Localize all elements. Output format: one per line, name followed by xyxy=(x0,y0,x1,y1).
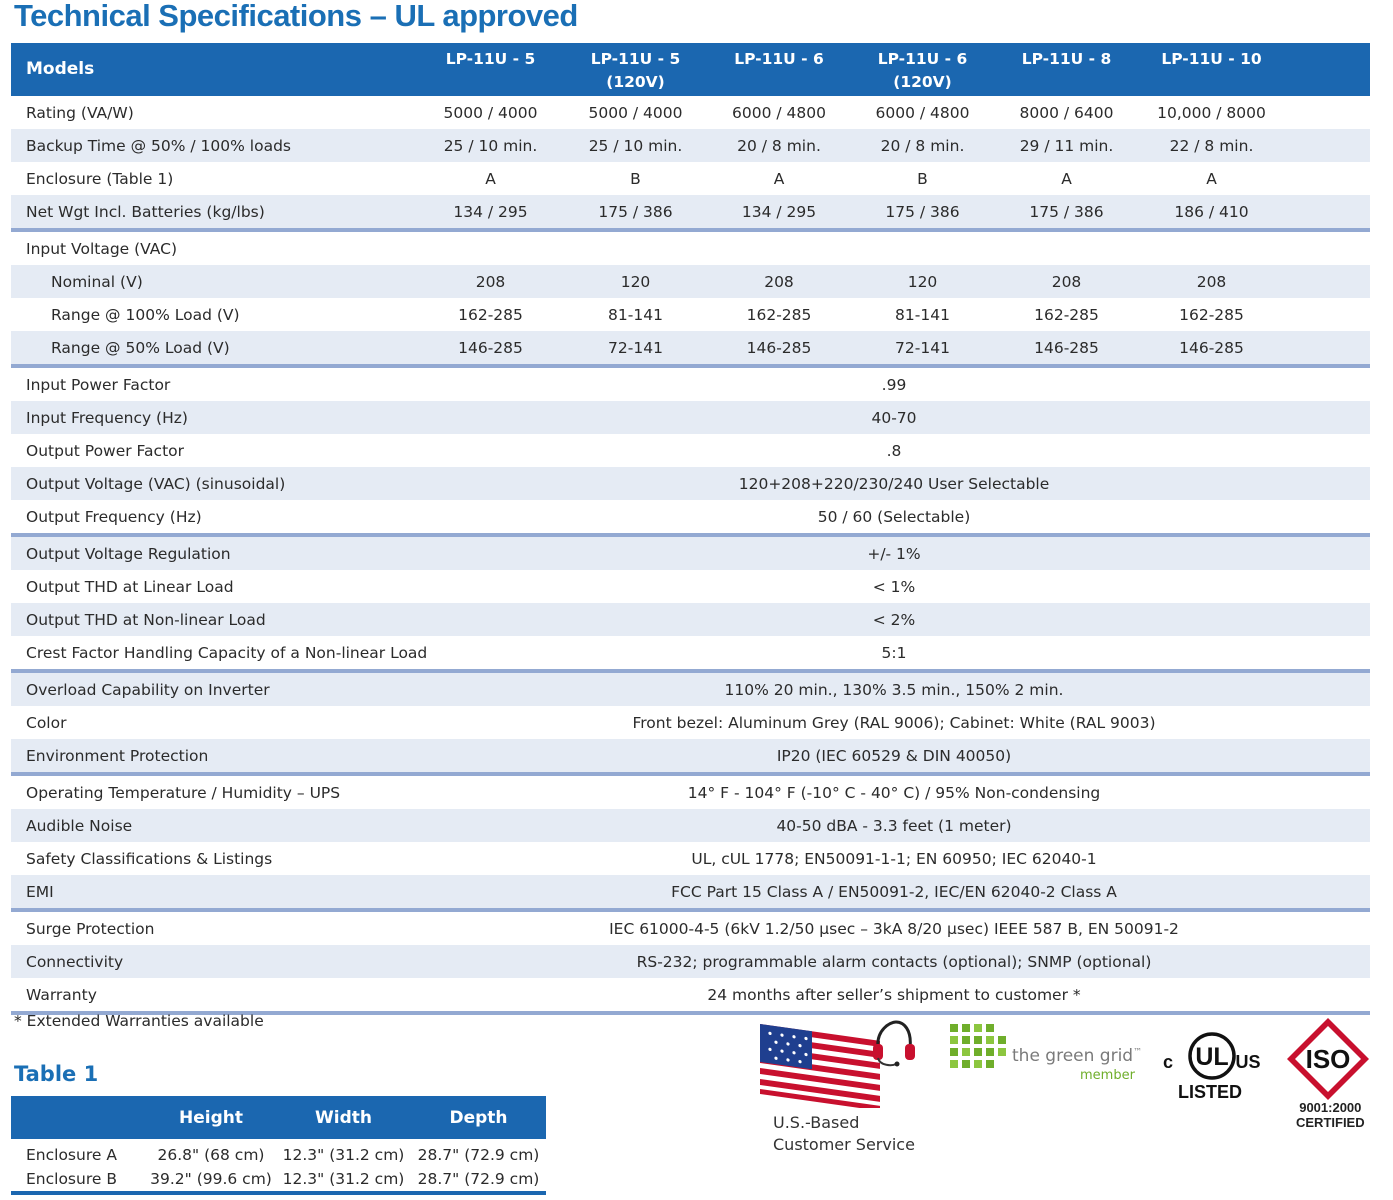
enclosure-label: Enclosure B xyxy=(11,1167,146,1193)
spec-value: .8 xyxy=(886,441,902,460)
spec-label: Operating Temperature / Humidity – UPS xyxy=(11,774,418,809)
spec-label: Output Voltage (VAC) (sinusoidal) xyxy=(11,467,418,500)
table1-title: Table 1 xyxy=(14,1062,99,1086)
spec-value: 175 / 386 xyxy=(850,195,995,230)
spec-value: 146-285 xyxy=(708,331,850,366)
spec-value: A xyxy=(1061,169,1072,188)
spec-value: < 1% xyxy=(872,577,916,596)
table-row xyxy=(11,945,1370,978)
spec-value: 20 / 8 min. xyxy=(850,129,995,162)
spec-label: Input Frequency (Hz) xyxy=(11,401,418,434)
spec-value: 72-141 xyxy=(850,331,995,366)
spec-value: +/- 1% xyxy=(418,535,1370,570)
spec-label: Input Voltage (VAC) xyxy=(11,230,418,265)
enclosure-header xyxy=(11,1096,146,1139)
spec-value: 120 xyxy=(850,265,995,298)
spec-value: 162-285 xyxy=(1034,305,1099,324)
spec-value: 134 / 295 xyxy=(418,195,563,230)
enclosure-header: Height xyxy=(179,1107,243,1128)
iso-certified: 9001:2000 CERTIFIED xyxy=(1296,1100,1365,1130)
spec-value xyxy=(850,230,995,265)
enclosure-label: Enclosure A xyxy=(26,1146,117,1164)
enclosure-depth: 28.7" (72.9 cm) xyxy=(417,1146,540,1164)
spec-value: 20 / 8 min. xyxy=(708,129,850,162)
spec-spacer xyxy=(1285,298,1370,331)
spec-value xyxy=(708,230,850,265)
spec-label: Safety Classifications & Listings xyxy=(26,849,273,868)
spec-value: IEC 61000-4-5 (6kV 1.2/50 µsec – 3kA 8/20 µsec) IEEE 587 B, EN 50091-2 xyxy=(418,910,1370,945)
header-model: LP-11U - 6 (120V) xyxy=(877,50,968,91)
spec-value: 10,000 / 8000 xyxy=(1157,103,1266,122)
spec-value: 186 / 410 xyxy=(1138,195,1285,230)
spec-value: B xyxy=(917,169,928,188)
us-based-customer-service: U.S.-Based Customer Service xyxy=(773,1113,915,1154)
ul-listed-text: LISTED xyxy=(1178,1082,1243,1102)
header-spacer xyxy=(1285,43,1370,96)
green-grid-logo-icon xyxy=(948,1022,1008,1078)
spec-value: 110% 20 min., 130% 3.5 min., 150% 2 min. xyxy=(418,671,1370,706)
spec-label: Crest Factor Handling Capacity of a Non-linear Load xyxy=(26,643,428,662)
spec-value: 29 / 11 min. xyxy=(995,129,1138,162)
spec-value: 81-141 xyxy=(895,305,950,324)
spec-value: 208 xyxy=(708,265,850,298)
spec-label: Backup Time @ 50% / 100% loads xyxy=(11,129,418,162)
table-row xyxy=(11,535,1370,570)
spec-value: FCC Part 15 Class A / EN50091-2, IEC/EN 62040-2 Class A xyxy=(418,875,1370,910)
table-row xyxy=(11,434,1370,467)
table-row xyxy=(11,230,1370,265)
headset-icon xyxy=(870,1018,918,1068)
spec-value: RS-232; programmable alarm contacts (optional); SNMP (optional) xyxy=(418,945,1370,978)
spec-value: 72-141 xyxy=(563,331,708,366)
table-row xyxy=(11,366,1370,401)
table-row xyxy=(11,331,1370,366)
spec-spacer xyxy=(1285,96,1370,129)
spec-value: 25 / 10 min. xyxy=(563,129,708,162)
spec-value: Front bezel: Aluminum Grey (RAL 9006); Cabinet: White (RAL 9003) xyxy=(632,713,1156,732)
iso-logo-icon xyxy=(1285,1016,1371,1102)
spec-value xyxy=(418,230,563,265)
header-model: LP-11U - 10 xyxy=(1161,50,1262,68)
green-grid-member: member xyxy=(1080,1068,1135,1083)
spec-label: Net Wgt Incl. Batteries (kg/lbs) xyxy=(11,195,418,230)
spec-value: 40-70 xyxy=(418,401,1370,434)
spec-label: Output Frequency (Hz) xyxy=(26,507,202,526)
spec-value: .99 xyxy=(418,366,1370,401)
table-row xyxy=(11,265,1370,298)
spec-value: 81-141 xyxy=(608,305,663,324)
spec-label: Rating (VA/W) xyxy=(26,103,134,122)
spec-value: 175 / 386 xyxy=(995,195,1138,230)
spec-value: UL, cUL 1778; EN50091-1-1; EN 60950; IEC 62040-1 xyxy=(691,849,1097,868)
spec-value: 146-285 xyxy=(418,331,563,366)
iso-mark: ISO xyxy=(1305,1044,1351,1074)
table-row xyxy=(11,96,1370,129)
spec-label: Audible Noise xyxy=(11,809,418,842)
table-row xyxy=(11,162,1370,195)
spec-value: 120+208+220/230/240 User Selectable xyxy=(418,467,1370,500)
spec-value: 162-285 xyxy=(746,305,812,324)
spec-value: 208 xyxy=(995,265,1138,298)
ul-listed-logo-icon xyxy=(1160,1028,1264,1086)
spec-value: 5000 / 4000 xyxy=(443,103,538,122)
table-row xyxy=(11,500,1370,535)
spec-label: Input Power Factor xyxy=(11,366,418,401)
spec-value: B xyxy=(630,169,641,188)
spec-spacer xyxy=(1285,230,1370,265)
spec-label: Surge Protection xyxy=(11,910,418,945)
spec-value: A xyxy=(485,169,496,188)
spec-value: IP20 (IEC 60529 & DIN 40050) xyxy=(418,739,1370,774)
enclosure-width: 12.3" (31.2 cm) xyxy=(276,1167,411,1193)
spec-value xyxy=(995,230,1138,265)
spec-value: < 2% xyxy=(418,603,1370,636)
enclosure-height: 26.8" (68 cm) xyxy=(157,1146,265,1164)
spec-spacer xyxy=(1285,162,1370,195)
table-row xyxy=(11,910,1370,945)
enclosure-depth: 28.7" (72.9 cm) xyxy=(411,1167,546,1193)
spec-value: 50 / 60 (Selectable) xyxy=(817,507,971,526)
spec-value: 5000 / 4000 xyxy=(588,103,683,122)
green-grid-text: the green grid™ xyxy=(1012,1046,1143,1066)
enclosure-header: Depth xyxy=(449,1107,508,1128)
spec-label: Connectivity xyxy=(11,945,418,978)
spec-value: 22 / 8 min. xyxy=(1138,129,1285,162)
spec-value: 40-50 dBA - 3.3 feet (1 meter) xyxy=(418,809,1370,842)
spec-value xyxy=(563,230,708,265)
table-row xyxy=(11,1167,546,1193)
spec-label: Nominal (V) xyxy=(11,265,418,298)
table-row xyxy=(11,706,1370,739)
spec-value: 25 / 10 min. xyxy=(418,129,563,162)
header-model: LP-11U - 5 (120V) xyxy=(590,50,681,91)
table-row xyxy=(11,739,1370,774)
header-model: LP-11U - 8 xyxy=(1021,50,1112,68)
enclosure-table xyxy=(11,1096,546,1195)
table-row xyxy=(11,774,1370,809)
spec-value: 120 xyxy=(563,265,708,298)
table-row xyxy=(11,298,1370,331)
table-row xyxy=(11,809,1370,842)
spec-spacer xyxy=(1285,265,1370,298)
spec-value: 208 xyxy=(1138,265,1285,298)
spec-spacer xyxy=(1285,195,1370,230)
spec-label: Output Power Factor xyxy=(26,441,185,460)
table-row xyxy=(11,671,1370,706)
spec-value: 162-285 xyxy=(458,305,523,324)
spec-label: Environment Protection xyxy=(11,739,418,774)
table-row xyxy=(11,467,1370,500)
ul-us: US xyxy=(1235,1052,1261,1072)
spec-label: Output THD at Linear Load xyxy=(26,577,234,596)
table-row xyxy=(11,842,1370,875)
ul-c: c xyxy=(1162,1052,1174,1072)
enclosure-width: 12.3" (31.2 cm) xyxy=(282,1146,405,1164)
header-model: LP-11U - 6 xyxy=(734,50,824,68)
spec-value: A xyxy=(773,169,785,188)
page-title: Technical Specifications – UL approved xyxy=(14,0,578,33)
spec-value xyxy=(1138,230,1285,265)
header-model: LP-11U - 5 xyxy=(445,50,536,68)
spec-value: 162-285 xyxy=(1179,305,1244,324)
spec-value: 146-285 xyxy=(1138,331,1285,366)
spec-label: EMI xyxy=(11,875,418,910)
table-row xyxy=(11,570,1370,603)
spec-label: Overload Capability on Inverter xyxy=(11,671,418,706)
enclosure-height: 39.2" (99.6 cm) xyxy=(146,1167,276,1193)
spec-value: 146-285 xyxy=(995,331,1138,366)
spec-label: Output Voltage Regulation xyxy=(11,535,418,570)
table-row xyxy=(11,401,1370,434)
table-row xyxy=(11,129,1370,162)
spec-value: 5:1 xyxy=(881,643,907,662)
spec-label: Color xyxy=(26,713,67,732)
spec-table xyxy=(11,43,1370,1015)
table-row xyxy=(11,636,1370,671)
spec-value: 14° F - 104° F (-10° C - 40° C) / 95% Non-condensing xyxy=(418,774,1370,809)
spec-label: Range @ 50% Load (V) xyxy=(11,331,418,366)
spec-header-row xyxy=(11,43,1370,96)
spec-value: 175 / 386 xyxy=(563,195,708,230)
enclosure-header-row xyxy=(11,1096,546,1139)
spec-label: Warranty xyxy=(11,978,418,1013)
spec-value: A xyxy=(1206,169,1217,188)
spec-value: 134 / 295 xyxy=(708,195,850,230)
table-row xyxy=(11,603,1370,636)
footnote: * Extended Warranties available xyxy=(14,1012,264,1030)
header-models: Models xyxy=(26,59,95,79)
ul-mark: UL xyxy=(1195,1043,1229,1071)
table-row xyxy=(11,875,1370,910)
enclosure-header: Width xyxy=(315,1107,372,1128)
spec-value: 24 months after seller’s shipment to customer * xyxy=(418,978,1370,1013)
spec-value: 6000 / 4800 xyxy=(875,103,970,122)
spec-label: Output THD at Non-linear Load xyxy=(11,603,418,636)
spec-spacer xyxy=(1285,331,1370,366)
spec-spacer xyxy=(1285,129,1370,162)
table-row xyxy=(11,1139,546,1167)
spec-value: 6000 / 4800 xyxy=(732,103,826,122)
spec-value: 208 xyxy=(418,265,563,298)
spec-label: Range @ 100% Load (V) xyxy=(51,305,240,324)
spec-label: Enclosure (Table 1) xyxy=(26,169,174,188)
table-row xyxy=(11,978,1370,1013)
spec-value: 8000 / 6400 xyxy=(1019,103,1114,122)
table-row xyxy=(11,195,1370,230)
